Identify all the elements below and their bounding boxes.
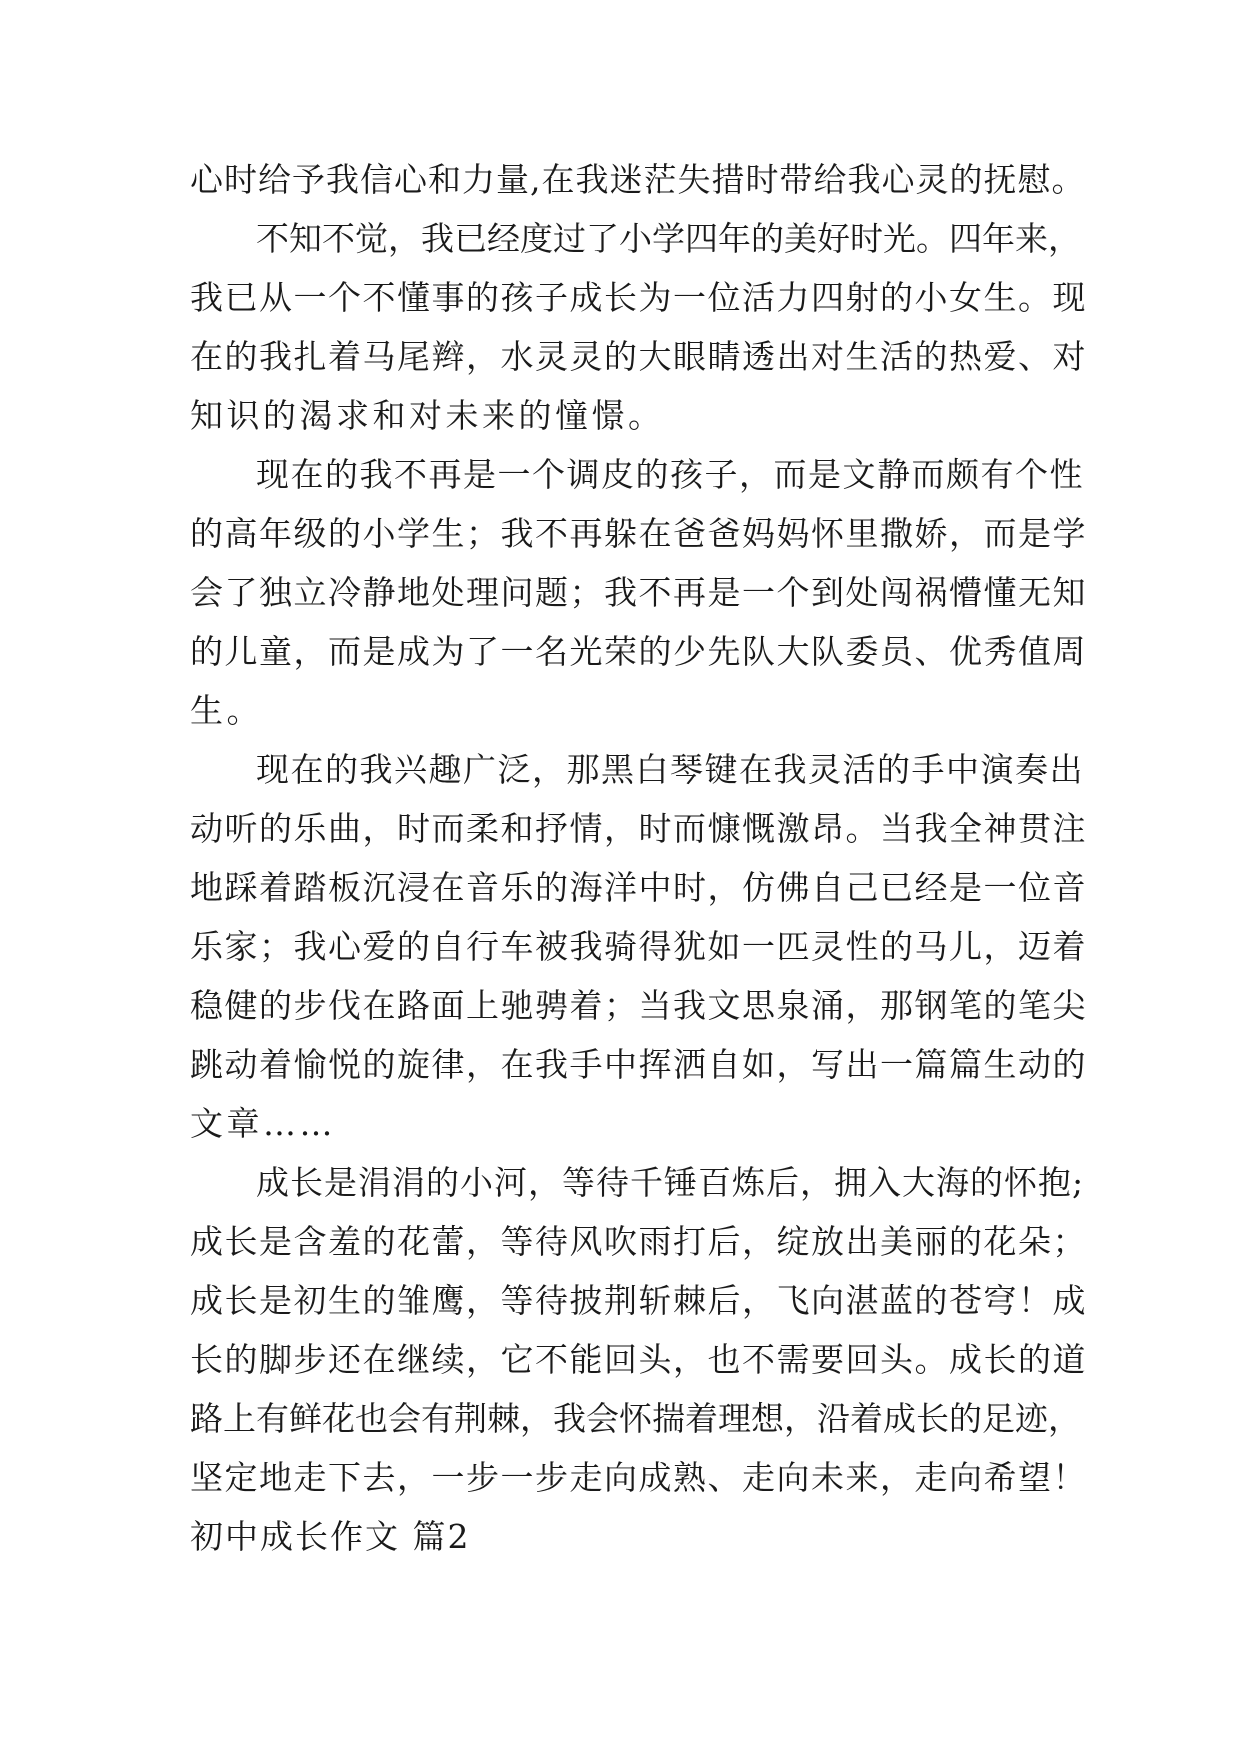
text-line: 跳动着愉悦的旋律，在我手中挥洒自如，写出一篇篇生动的 [190,1045,1087,1084]
text-line: 心时给予我信心和力量,在我迷茫失措时带给我心灵的抚慰。 [190,160,1086,199]
text-line: 长的脚步还在继续，它不能回头，也不需要回头。成长的道 [190,1340,1087,1379]
text-line: 会了独立冷静地处理问题；我不再是一个到处闯祸懵懂无知 [190,573,1087,612]
text-line: 乐家；我心爱的自行车被我骑得犹如一匹灵性的马儿，迈着 [190,927,1087,966]
text-line: 坚定地走下去，一步一步走向成熟、走向未来，走向希望！ [190,1458,1087,1497]
text-line: 生。 [190,691,263,730]
text-line: 知识的渴求和对未来的憧憬。 [190,396,665,435]
text-line: 文章…… [190,1104,336,1143]
text-line: 我已从一个不懂事的孩子成长为一位活力四射的小女生。现 [190,278,1087,317]
essay-text-block [190,150,1090,1566]
text-line: 成长是初生的雏鹰，等待披荆斩棘后，飞向湛蓝的苍穹！成 [190,1281,1087,1320]
text-line: 的高年级的小学生；我不再躲在爸爸妈妈怀里撒娇，而是学 [190,514,1087,553]
text-line: 成长是含羞的花蕾，等待风吹雨打后，绽放出美丽的花朵； [190,1222,1087,1261]
text-line: 现在的我不再是一个调皮的孩子，而是文静而颇有个性 [256,455,1084,494]
section-heading: 初中成长作文 篇2 [190,1517,471,1556]
text-line: 不知不觉，我已经度过了小学四年的美好时光。四年来， [256,219,1081,258]
text-line: 地踩着踏板沉浸在音乐的海洋中时，仿佛自己已经是一位音 [190,868,1087,907]
text-line: 现在的我兴趣广泛，那黑白琴键在我灵活的手中演奏出 [256,750,1084,789]
text-line: 的儿童，而是成为了一名光荣的少先队大队委员、优秀值周 [190,632,1087,671]
text-line: 动听的乐曲，时而柔和抒情，时而慷慨激昂。当我全神贯注 [190,809,1087,848]
text-line: 路上有鲜花也会有荆棘，我会怀揣着理想，沿着成长的足迹， [190,1399,1081,1438]
text-line: 在的我扎着马尾辫，水灵灵的大眼睛透出对生活的热爱、对 [190,337,1087,376]
text-line: 成长是涓涓的小河，等待千锤百炼后，拥入大海的怀抱; [256,1163,1085,1202]
text-line: 稳健的步伐在路面上驰骋着；当我文思泉涌，那钢笔的笔尖 [190,986,1087,1025]
